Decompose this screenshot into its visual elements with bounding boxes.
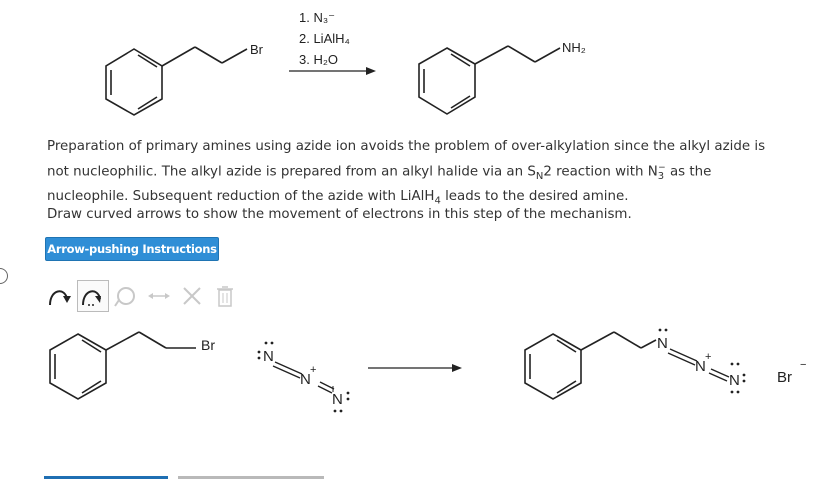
question-line-3: nucleophile. Subsequent reduction of the azide with LiAlH$_4$ leads to the desired amine.	[47, 189, 629, 207]
bromide-ion[interactable]	[777, 359, 806, 386]
question-text	[47, 137, 807, 212]
product-n2[interactable]: N	[695, 358, 706, 375]
mechanism-br-label[interactable]: Br	[201, 337, 215, 353]
mechanism-reactant[interactable]	[50, 332, 196, 399]
product-n3[interactable]: N	[729, 372, 740, 389]
instruction-text: Draw curved arrows to show the movement of electrons in this step of the mechanism.	[47, 207, 632, 222]
resonance-arrow-icon[interactable]	[144, 281, 174, 311]
azide-n1[interactable]: N	[263, 348, 274, 365]
question-line-2: not nucleophilic. The alkyl azide is prepared from an alkyl halide via an $S_N2$ reaction with $N_3^-$ as the	[47, 162, 712, 182]
product-n1[interactable]: N	[657, 335, 668, 352]
reagent-1: 1. N₃⁻	[299, 10, 335, 25]
product-structure	[419, 46, 560, 114]
azide-n3[interactable]: N	[332, 391, 343, 408]
lasso-icon[interactable]	[111, 281, 141, 311]
reactant-br-label: Br	[250, 42, 263, 57]
question-line-1: Preparation of primary amines using azide ion avoids the problem of over-alkylation since the alkyl azide is	[47, 139, 766, 154]
azide-ion[interactable]	[258, 342, 350, 413]
reagent-3: 3. H₂O	[299, 52, 338, 67]
delete-x-icon[interactable]	[177, 281, 207, 311]
arrow-pushing-instructions-button[interactable]: Arrow-pushing Instructions	[45, 237, 219, 261]
reaction-arrow	[289, 67, 376, 75]
full-arrow-icon[interactable]	[45, 281, 75, 311]
mechanism-product[interactable]	[525, 332, 656, 399]
product-nh2-label: NH₂	[562, 40, 586, 55]
azide-n2-charge: +	[310, 364, 317, 376]
trash-icon[interactable]	[210, 281, 240, 311]
product-azide-group[interactable]	[657, 329, 745, 394]
product-n2-charge: +	[705, 351, 712, 363]
azide-n2[interactable]: N	[300, 371, 311, 388]
mechanism-arrow	[368, 364, 462, 372]
bromide-charge: −	[800, 359, 807, 371]
reactant-structure	[106, 47, 247, 115]
bromide-label[interactable]: Br	[777, 369, 792, 386]
half-arrow-icon[interactable]	[78, 281, 108, 311]
reagent-2: 2. LiAlH₄	[299, 31, 350, 46]
